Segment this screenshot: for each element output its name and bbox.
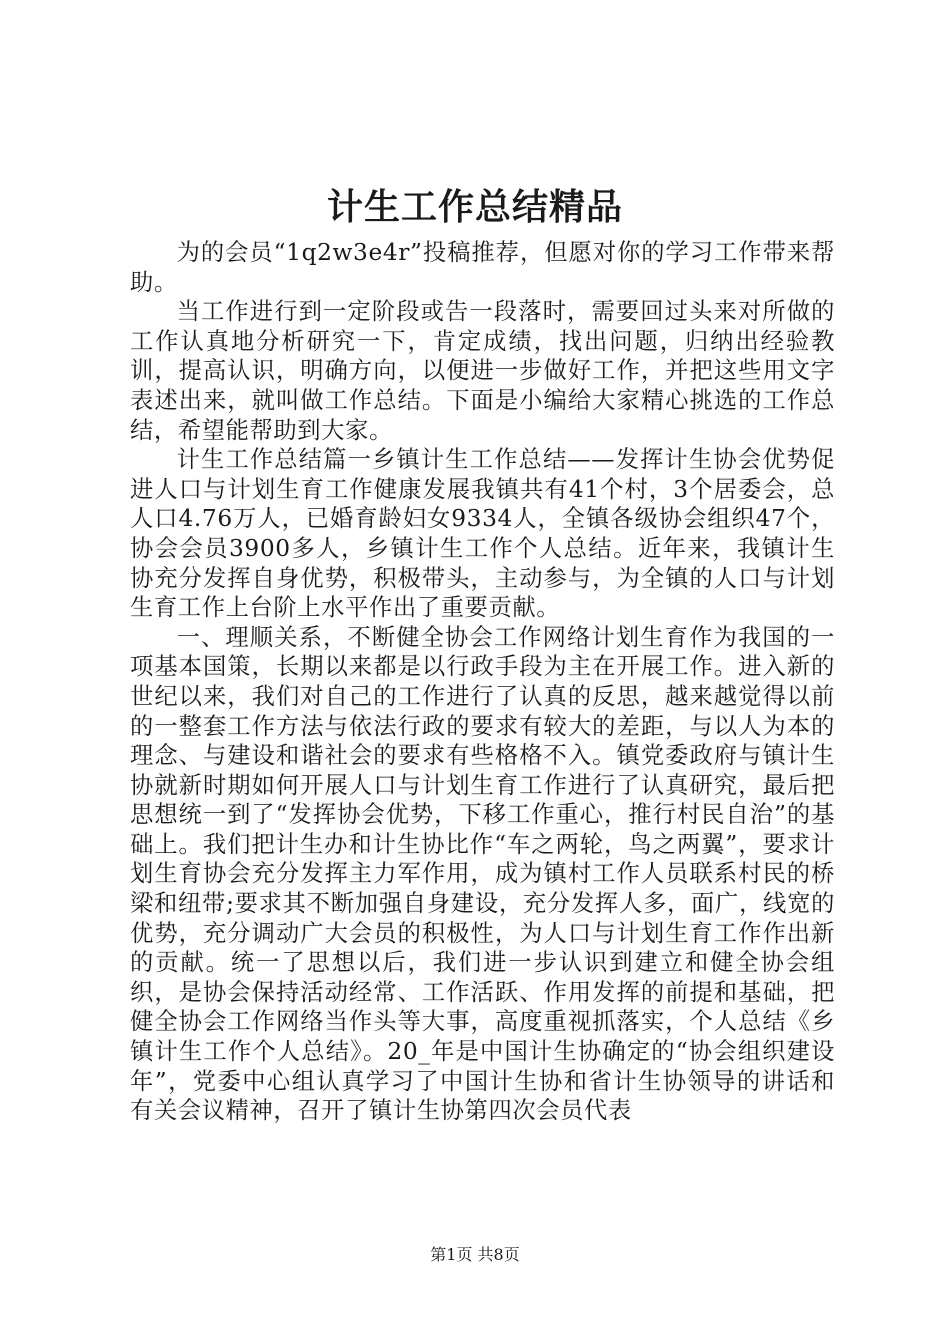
document-title: 计生工作总结精品 [326, 187, 623, 228]
page-footer: 第1页 共8页 [430, 1245, 520, 1264]
paragraph-section-one: 一、理顺关系，不断健全协会工作网络计划生育作为我国的一项基本国策，长期以来都是以行政手段为主在开展工作。进入新的世纪以来，我们对自己的工作进行了认真的反思，越来越觉得以前的一整套工作方法与依法行政的要求有较大的差距，与以人为本的理念、与建设和谐社会的要求有些格格不入。镇党委政府与镇计生协就新时期如何开展人口与计划生育工作进行了认真研究，最后把思想统一到了“发挥协会优势，下移工作重心，推行村民自治”的基础上。我们把计生办和计生协比作“车之两轮，鸟之两翼”，要求计划生育协会充分发挥主力军作用，成为镇村工作人员联系村民的桥梁和纽带;要求其不断加强自身建设，充分发挥人多，面广，线宽的优势，充分调动广大会员的积极性，为人口与计划生育工作作出新的贡献。统一了思想以后，我们进一步认识到建立和健全协会组织，是协会保持活动经常、工作活跃、作用发挥的前提和基础，把健全协会工作网络当作头等大事，高度重视抓落实，个人总结《乡镇计生工作个人总结》。20_年是中国计生协确定的“协会组织建设年”，党委中心组认真学习了中国计生协和省计生协领导的讲话和有关会议精神，召开了镇计生协第四次会员代表 [130, 623, 835, 1125]
document-body [130, 238, 835, 1126]
paragraph-article-one: 计生工作总结篇一乡镇计生工作总结——发挥计生协会优势促进人口与计划生育工作健康发展我镇共有41个村，3个居委会，总人口4.76万人，已婚育龄妇女9334人，全镇各级协会组织47个，协会会员3900多人，乡镇计生工作个人总结。近年来，我镇计生协充分发挥自身优势，积极带头，主动参与，为全镇的人口与计划生育工作上台阶上水平作出了重要贡献。 [130, 446, 835, 622]
paragraph-intro: 为的会员“1q2w3e4r”投稿推荐，但愿对你的学习工作带来帮助。 [130, 239, 835, 296]
paragraph-definition: 当工作进行到一定阶段或告一段落时，需要回过头来对所做的工作认真地分析研究一下，肯定成绩，找出问题，归纳出经验教训，提高认识，明确方向，以便进一步做好工作，并把这些用文字表述出来，就叫做工作总结。下面是小编给大家精心挑选的工作总结，希望能帮助到大家。 [130, 298, 835, 444]
